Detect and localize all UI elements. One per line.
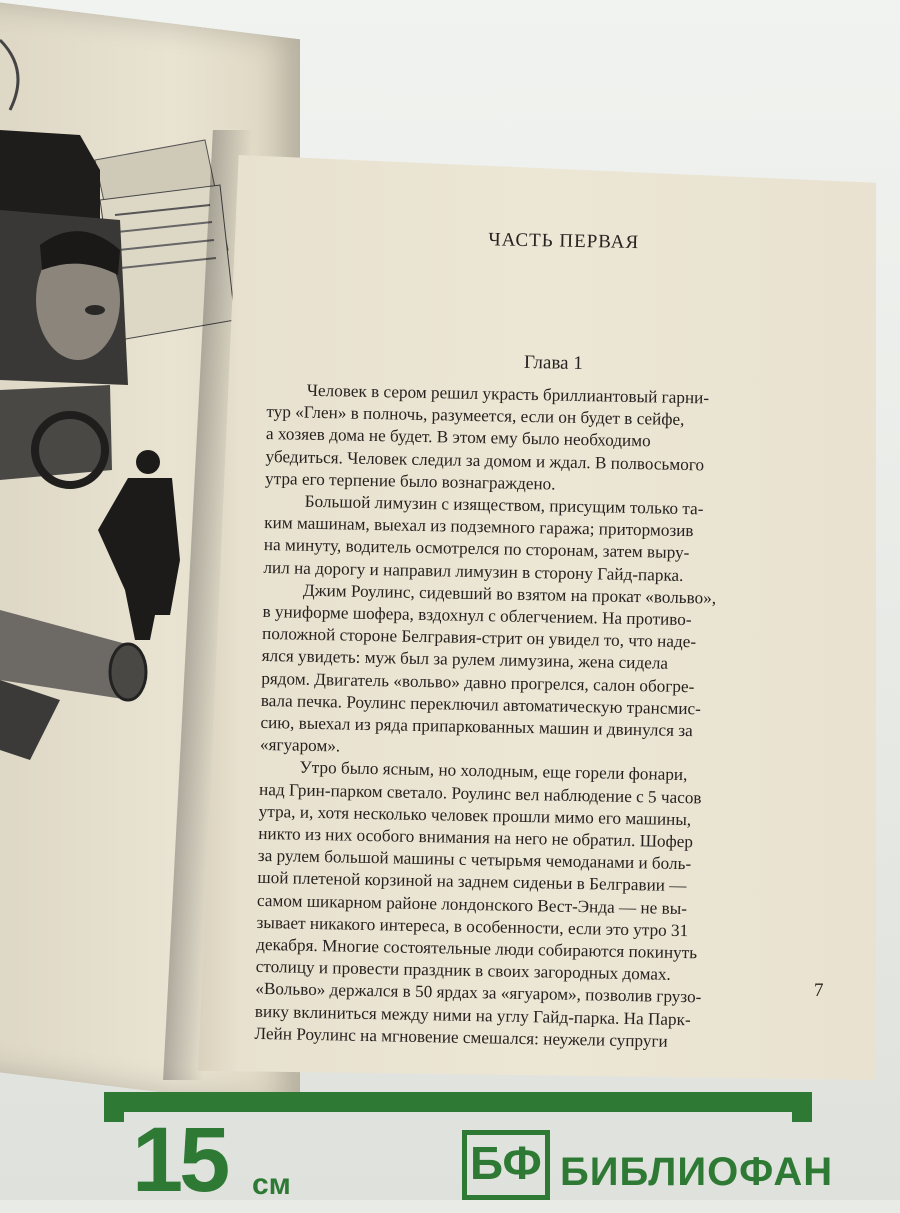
- page-text-block: [254, 225, 830, 1056]
- text-line: Человек в сером решил украсть бриллиантовый гарни-: [306, 380, 710, 408]
- text-line: сию, выехал из ряда припаркованных машин и двинулся за: [260, 712, 693, 741]
- part-title: ЧАСТЬ ПЕРВАЯ: [488, 229, 640, 254]
- text-line: декабря. Многие состоятельные люди собираются покинуть: [256, 934, 698, 963]
- logo-letters: БФ: [470, 1137, 542, 1189]
- text-line: утра, и, хотя несколько человек прошли мимо его машины,: [258, 801, 692, 830]
- paragraph-2: [263, 490, 825, 590]
- man-face-portrait: [0, 210, 128, 385]
- text-line: зывает никакого интереса, в особенности, если это утро 31: [256, 912, 689, 941]
- car-silhouette: [0, 40, 100, 240]
- text-line: лил на дорогу и направил лимузин в сторону Гайд-парка.: [263, 557, 684, 585]
- gun-barrel: [0, 610, 146, 760]
- ruler-tick-right: [792, 1092, 812, 1122]
- brand-name: БИБЛИОФАН: [560, 1150, 834, 1194]
- text-line: вику вклиниться между ними на углу Гайд-парка. На Парк-: [254, 1001, 691, 1029]
- text-line: столицу и провести праздник в своих загородных домах.: [255, 957, 672, 985]
- text-line: на минуту, водитель осмотрелся по сторонам, затем выру-: [263, 535, 690, 563]
- walking-man-figure: [98, 450, 180, 640]
- text-line: Большой лимузин с изяществом, присущим только та-: [304, 491, 704, 519]
- text-line: а хозяев дома не будет. В этом ему было необходимо: [265, 424, 651, 451]
- text-line: «ягуаром».: [259, 735, 341, 756]
- text-line: ялся увидеть: муж был за рулем лимузина, жена сидела: [261, 646, 669, 674]
- paragraph-3: [260, 579, 823, 767]
- text-line: в униформе шофера, вздохнул с облегчением. На противо-: [262, 601, 692, 630]
- text-line: Утро было ясным, но холодным, еще горели фонари,: [299, 758, 688, 785]
- text-line: шой плетеной корзиной на заднем сиденьи в Белгравии —: [257, 868, 687, 896]
- size-number: 15: [132, 1109, 227, 1211]
- motorcycle: [0, 385, 112, 485]
- text-line: тур «Глен» в полночь, разумеется, если он будет в сейфе,: [266, 402, 685, 430]
- text-line: «Вольво» держался в 50 ярдах за «ягуаром», позволив грузо-: [255, 979, 702, 1007]
- text-line: вала печка. Роулинс переключил автоматическую трансмис-: [260, 690, 702, 719]
- chapter-title: Глава 1: [523, 351, 584, 375]
- text-line: утра его терпение было вознаграждено.: [264, 468, 556, 494]
- text-line: за рулем большой машины с четырьмя чемоданами и боль-: [257, 846, 692, 874]
- size-unit: см: [252, 1168, 291, 1201]
- text-line: самом шикарном районе лондонского Вест-Энда — не вы-: [256, 890, 688, 918]
- text-line: никто из них особого внимания на него не обратил. Шофер: [258, 823, 694, 852]
- text-line: положной стороне Белгравия-стрит он увидел то, что наде-: [261, 624, 697, 652]
- ruler-tick-left: [104, 1092, 124, 1122]
- text-line: ким машинам, выехал из подземного гаража; притормозив: [264, 513, 694, 541]
- text-line: Джим Роулинс, сидевший во взятом на прокат «вольво»,: [302, 580, 717, 608]
- text-line: убедиться. Человек следил за домом и ждал. В полвосьмого: [265, 446, 705, 474]
- text-line: Лейн Роулинс на мгновение смешался: неужели супруги: [254, 1023, 668, 1051]
- page-number: 7: [814, 980, 824, 1001]
- text-line: над Грин-парком светало. Роулинс вел наблюдение с 5 часов: [258, 779, 702, 808]
- paragraph-1: [265, 379, 827, 501]
- text-line: рядом. Двигатель «вольво» давно прогрелся, салон обогре-: [261, 668, 695, 696]
- paragraph-4: [254, 756, 819, 1055]
